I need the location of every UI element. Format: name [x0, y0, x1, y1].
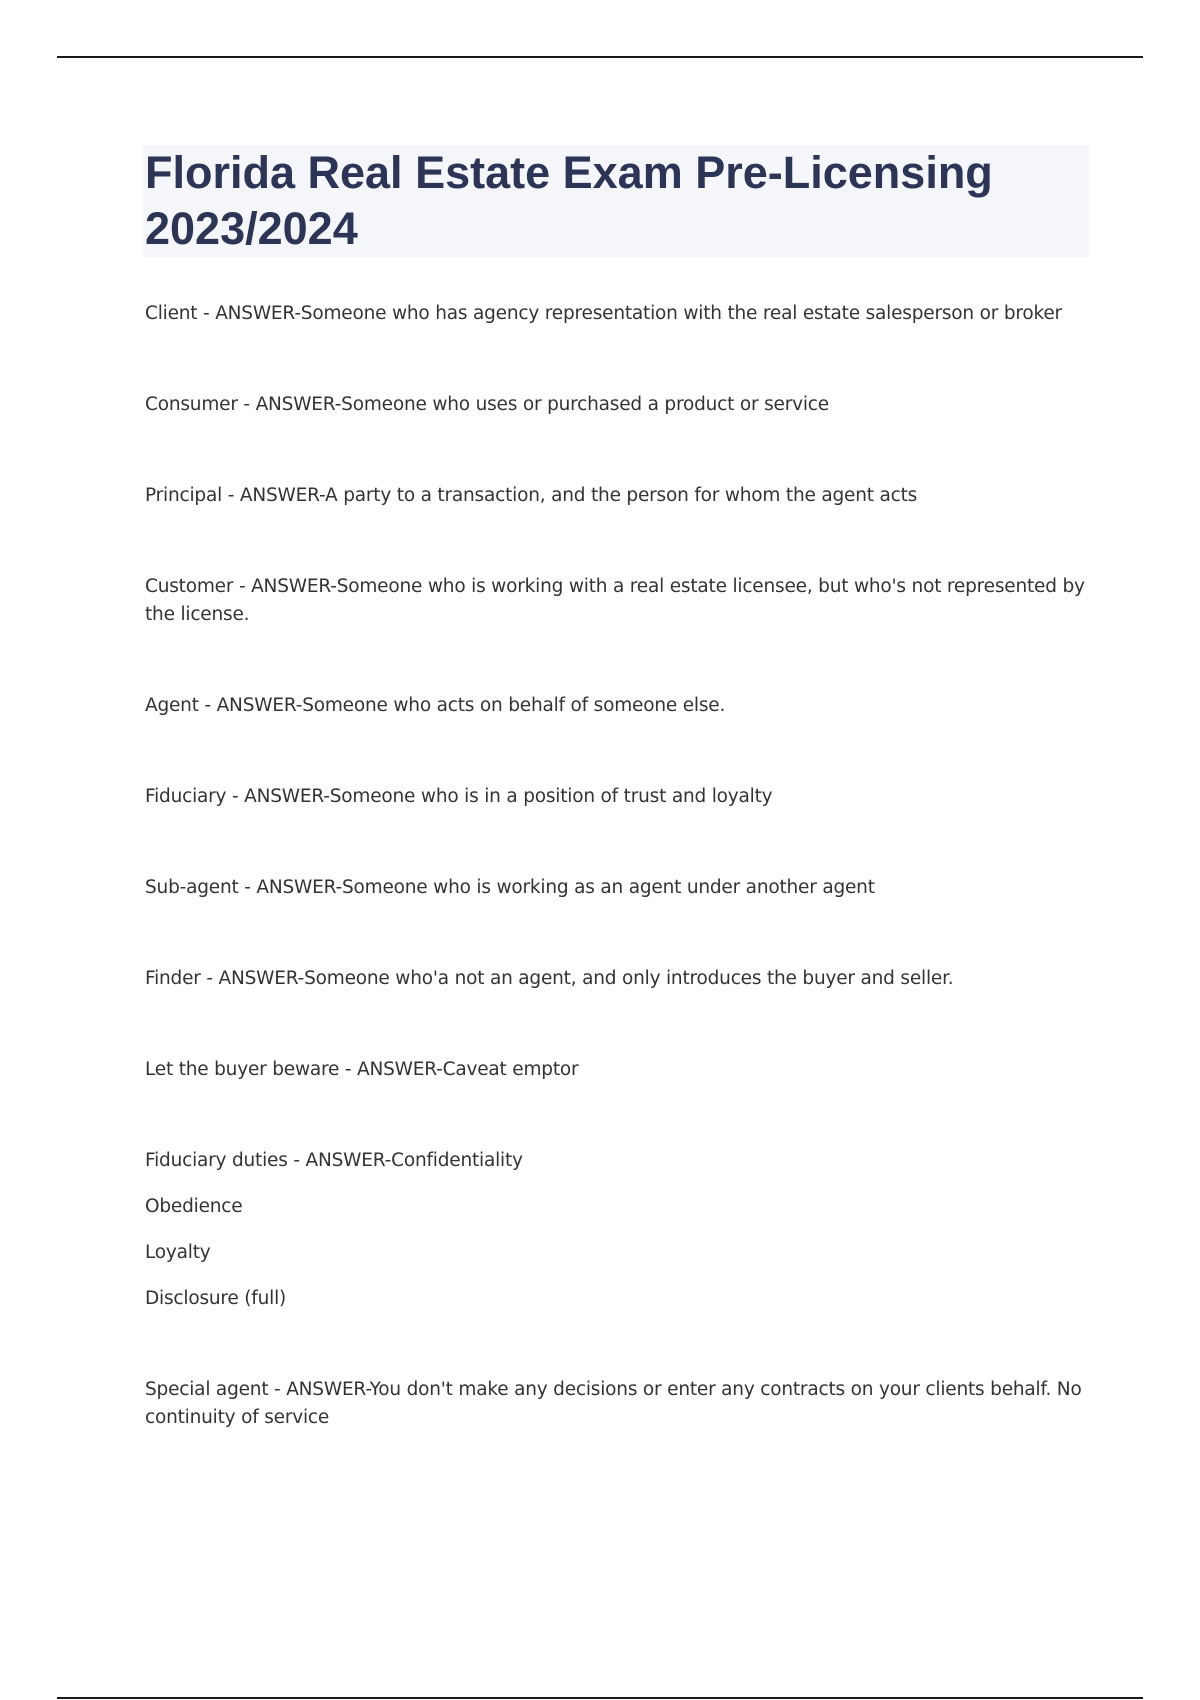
entry-customer: Customer - ANSWER-Someone who is working with a real estate licensee, but who's not represented by the license.: [145, 576, 1085, 625]
entry-client: Client - ANSWER-Someone who has agency representation with the real estate salesperson or broker: [145, 303, 1062, 324]
entry-principal: Principal - ANSWER-A party to a transaction, and the person for whom the agent acts: [145, 485, 918, 506]
entry-caveat-emptor: Let the buyer beware - ANSWER-Caveat emptor: [145, 1059, 579, 1080]
page-title: Florida Real Estate Exam Pre-Licensing 2023/2024: [145, 147, 993, 254]
entry-fiduciary-duties: Fiduciary duties - ANSWER-Confidentiality: [145, 1150, 523, 1171]
entry-sub-agent: Sub-agent - ANSWER-Someone who is working as an agent under another agent: [145, 877, 875, 898]
entry-agent: Agent - ANSWER-Someone who acts on behalf of someone else.: [145, 695, 726, 716]
entry-special-agent: Special agent - ANSWER-You don't make any decisions or enter any contracts on your clients behalf. No continuity of service: [145, 1379, 1082, 1428]
flashcard-list: [145, 300, 1095, 1432]
entry-consumer: Consumer - ANSWER-Someone who uses or purchased a product or service: [145, 394, 829, 415]
entry-fiduciary: Fiduciary - ANSWER-Someone who is in a position of trust and loyalty: [145, 786, 773, 807]
duty-obedience: Obedience: [145, 1196, 243, 1217]
bottom-rule: [57, 1697, 1143, 1699]
top-rule: [57, 56, 1143, 58]
entry-finder: Finder - ANSWER-Someone who'a not an agent, and only introduces the buyer and seller.: [145, 968, 954, 989]
duty-disclosure: Disclosure (full): [145, 1288, 287, 1309]
duty-loyalty: Loyalty: [145, 1242, 211, 1263]
title-banner: [143, 145, 1089, 257]
